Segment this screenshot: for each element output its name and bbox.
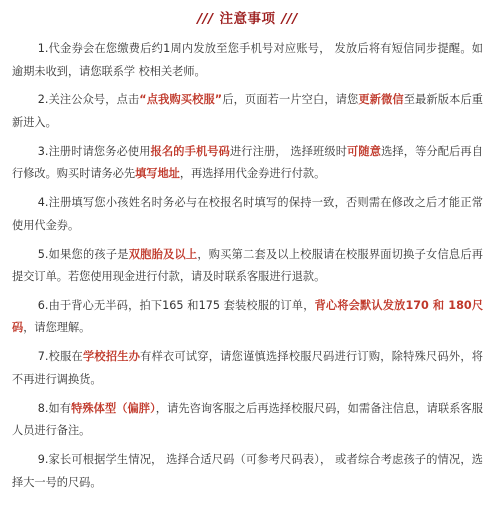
notice-text: ，请先咨询客服之后再选择校服尺码，如需备注信息，请联系客服人员进行备注。 [12,401,483,438]
title-decoration-right: /// [281,11,298,27]
notice-item [12,89,483,134]
notice-item [12,346,483,391]
notice-text: 至最新版本后重新进入。 [12,93,483,129]
notice-item [12,38,483,83]
notice-text: 7.校服在 [37,350,83,364]
notice-text: 6.由于背心无半码，拍下165 和175 套装校服的订单， [37,298,315,312]
highlight-text: “点我购买校服” [139,93,223,107]
notice-title [12,10,483,28]
title-decoration-left: /// [197,11,214,27]
notice-text: ，再选择用代金券进行付款。 [179,167,326,181]
notice-text: 后，页面若一片空白，请您 [222,93,359,107]
notice-item [12,449,483,494]
highlight-text: 背心将会默认发放170 和 180尺码 [12,298,484,335]
highlight-text: 更新微信 [358,93,404,107]
notice-item [12,141,483,186]
notice-text: 有样衣可试穿，请您谨慎选择校服尺码进行订购，除特殊尺码外，将不再进行调换货。 [12,350,483,386]
highlight-text: 特殊体型（偏胖） [71,401,156,415]
highlight-text: 学校招生办 [82,350,141,364]
notice-item [12,398,483,443]
highlight-text: 填写地址 [135,167,180,181]
notice-text: 9.家长可根据学生情况， 选择合适尺码（可参考尺码表）， 或者综合考虑孩子的情况，选择大一号的尺码。 [12,453,483,489]
notice-item [12,244,483,289]
notice-text: 1.代金券会在您缴费后约1周内发放至您手机号对应账号， 发放后将有短信同步提醒。如逾期未收到，请您联系学 校相关老师。 [12,42,483,78]
title-text: 注意事项 [219,11,276,27]
notice-text: 8.如有 [37,401,72,415]
highlight-text: 报名的手机号码 [150,144,230,158]
notice-list [12,38,483,494]
notice-text: 进行注册， 选择班级时 [229,144,348,158]
notice-text: ，购买第二套及以上校服请在校服界面切换子女信息后再提交订单。若您使用现金进行付款，请及时联系客服进行退款。 [12,247,483,284]
notice-item [12,295,483,340]
notice-text: 选择，等分配后再自行修改。购买时请务必先 [12,144,483,181]
notice-text: 4.注册填写您小孩姓名时务必与在校报名时填写的保持一致，否则需在修改之后才能正常使用代金券。 [12,196,483,232]
notice-text: 5.如果您的孩子是 [37,247,129,261]
highlight-text: 双胞胎及以上 [128,247,198,261]
notice-text: ，请您理解。 [23,321,91,335]
notice-text: 3.注册时请您务必使用 [37,144,151,158]
notice-item [12,192,483,237]
highlight-text: 可随意 [347,144,382,158]
notice-text: 2.关注公众号，点击 [37,93,140,107]
